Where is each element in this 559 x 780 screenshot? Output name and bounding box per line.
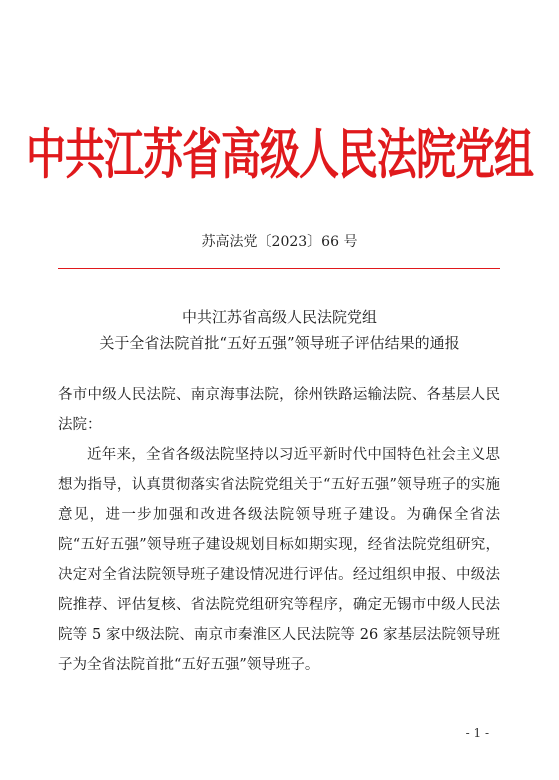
document-title-line-2: 关于全省法院首批“五好五强”领导班子评估结果的通报 bbox=[99, 334, 460, 352]
red-divider-line bbox=[58, 268, 500, 269]
page-number: - 1 - bbox=[465, 726, 489, 740]
salutation: 各市中级人民法院、南京海事法院，徐州铁路运输法院、各基层人民法院： bbox=[58, 387, 500, 433]
document-title bbox=[0, 304, 559, 356]
body-paragraph-1: 近年来，全省各级法院坚持以习近平新时代中国特色社会主义思想为指导，认真贯彻落实省法院党组关于“五好五强”领导班子的实施意见，进一步加强和改进各级法院领导班子建设。为确保全省法院“五好五强”领导班子建设规划目标如期实现，经省法院党组研究，决定对全省法院领导班子建设情况进行评估。经过组织申报、中级法院推荐、评估复核、省法院党组研究等程序，确定无锡市中级人民法院等 5 家中级法院、南京市秦淮区人民法院等 26 家基层法院领导班子为全省法院首批“五好五强”领导班子。 bbox=[58, 447, 500, 673]
document-number: 苏高法党〔2023〕66 号 bbox=[201, 234, 358, 250]
red-header-organization-title: 中共江苏省高级人民法院党组 bbox=[26, 122, 533, 187]
document-title-line-1: 中共江苏省高级人民法院党组 bbox=[181, 308, 377, 326]
